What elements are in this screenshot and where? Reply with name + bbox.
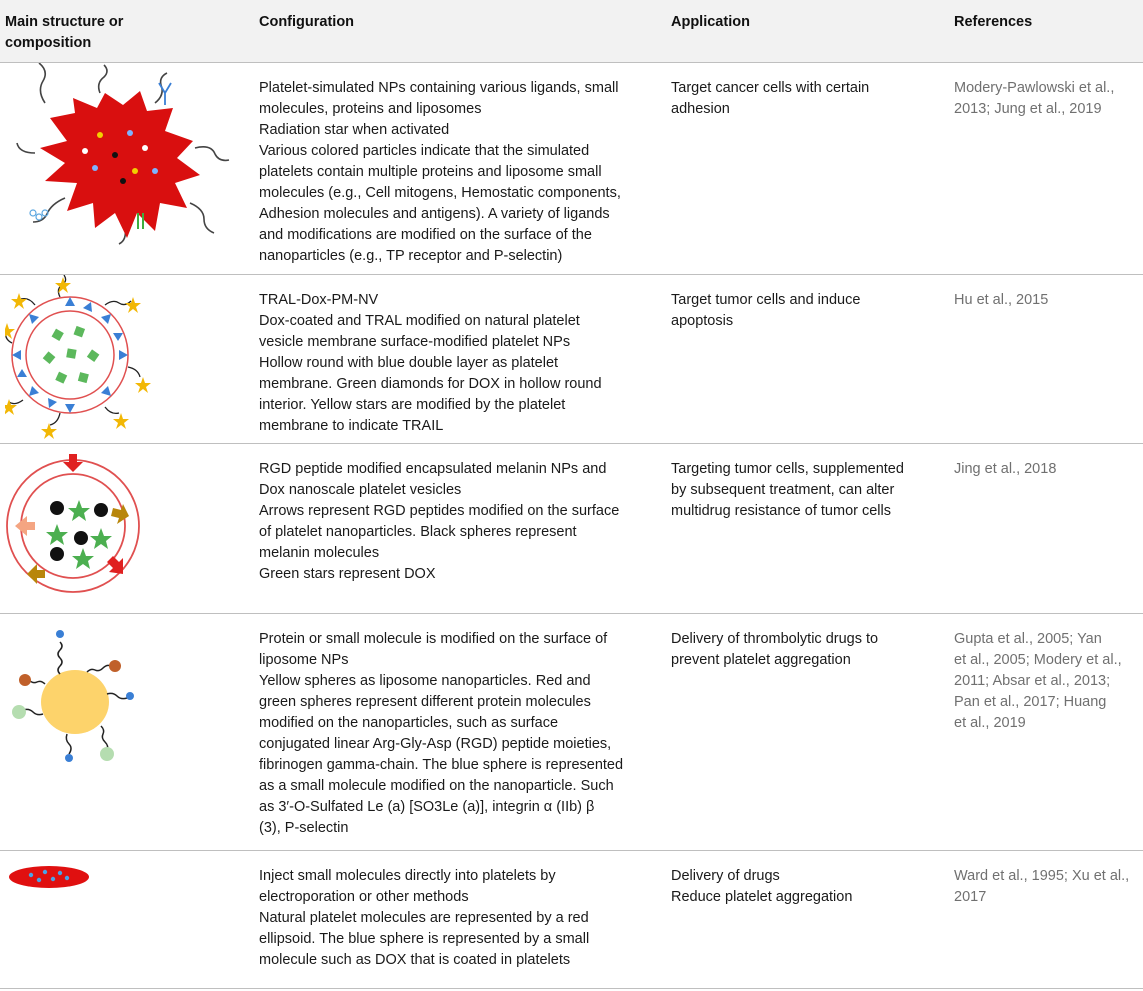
configuration-cell: Inject small molecules directly into platelets by electroporation or other methods Natural platelet molecules are represented by a red ellipsoid. The blue sphere is represented by a small molecule such as DOX that is coated in platelets [259,867,590,968]
ellipsoid-platelet-illustration [5,857,245,897]
table-row [0,850,1143,988]
application-cell: Delivery of thrombolytic drugs to prevent platelet aggregation [671,630,879,668]
table-row [0,62,1143,274]
table-row [0,613,1143,850]
structure-cell [0,274,259,443]
table-row [0,274,1143,443]
application-cell: Target cancer cells with certain adhesion [671,79,870,117]
application-cell: Targeting tumor cells, supplemented by subsequent treatment, can alter multidrug resistance of tumor cells [671,460,904,519]
configuration-cell: Protein or small molecule is modified on the surface of liposome NPs Yellow spheres as liposome nanoparticles. Red and green spheres represent different protein molecules modified on the nanoparticles, such as surface conjugated linear Arg-Gly-Asp (RGD) peptide moieties, fibrinogen gamma-chain. The blue sphere is represented as a small molecule modified on the nanoparticle. Such as 3′-O-Sulfated Le (a) [SO3Le (a)], integrin α (IIb) β (3), P-selectin [259,630,624,836]
header-references: References [954,14,1033,30]
configuration-cell: Platelet-simulated NPs containing various ligands, small molecules, proteins and liposomes Radiation star when activated Various colored particles indicate that the simulated platelets contain multiple proteins and liposome small molecules (e.g., Cell mitogens, Hemostatic components, Adhesion molecules and antigens). A variety of ligands and modifications are modified on the surface of the nanoparticles (e.g., TP receptor and P-selectin) [259,79,621,264]
table-header-row [0,0,1143,62]
structure-cell [0,613,259,850]
structure-cell [0,62,259,274]
structure-cell [0,850,259,988]
header-configuration: Configuration [259,14,355,30]
platelet-star-illustration [5,63,245,253]
platelet-vesicle-illustration [5,275,245,440]
header-application: Application [671,14,750,30]
references-cell: Ward et al., 1995; Xu et al., 2017 [954,867,1130,905]
configuration-cell: TRAL-Dox-PM-NV Dox-coated and TRAL modified on natural platelet vesicle membrane surface-modified platelet NPs Hollow round with blue double layer as platelet membrane. Green diamonds for DOX in hollow round interior. Yellow stars are modified by the platelet membrane to indicate TRAIL [259,291,602,434]
application-cell: Delivery of drugs Reduce platelet aggregation [671,867,853,905]
liposome-illustration [5,622,245,772]
references-cell: Jing et al., 2018 [954,460,1057,477]
references-cell: Hu et al., 2015 [954,291,1049,308]
header-structure: Main structure or composition [5,14,124,51]
configuration-cell: RGD peptide modified encapsulated melanin NPs and Dox nanoscale platelet vesicles Arrows represent RGD peptides modified on the surface of platelet nanoparticles. Black spheres represent melanin molecules Green stars represent DOX [259,460,620,582]
table-row [0,443,1143,613]
references-cell: Gupta et al., 2005; Yan et al., 2005; Modery et al., 2011; Absar et al., 2013; Pan et al., 2017; Huang et al., 2019 [954,630,1122,731]
application-cell: Target tumor cells and induce apoptosis [671,291,861,329]
references-cell: Modery-Pawlowski et al., 2013; Jung et al., 2019 [954,79,1115,117]
rgd-vesicle-illustration [5,444,245,609]
structure-cell [0,443,259,613]
